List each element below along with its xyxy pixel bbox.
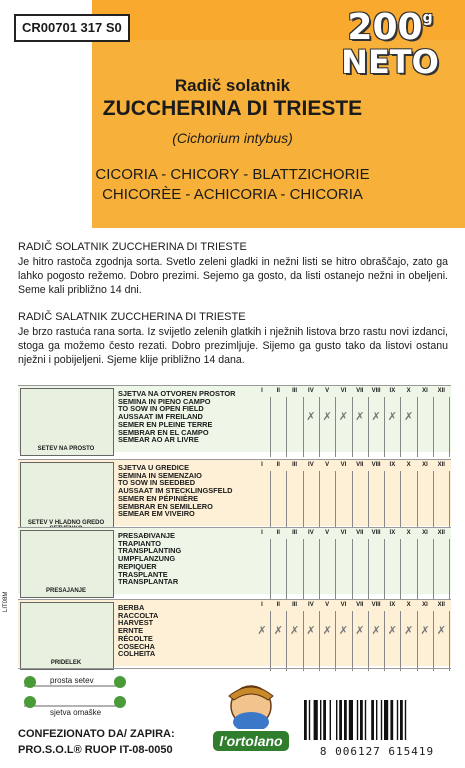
month-cell-mark: ✗ — [338, 411, 349, 423]
calendar-row-label: SJETVA U GREDICE — [118, 463, 190, 472]
barcode — [302, 700, 452, 758]
barcode-bar — [339, 700, 342, 740]
weight-unit: g — [422, 10, 433, 26]
calendar-row-label: COLHEITA — [118, 649, 156, 659]
calendar-month-grid — [254, 530, 451, 604]
month-divider — [449, 471, 450, 531]
month-divider — [449, 611, 450, 671]
side-code: LIT08M — [3, 591, 9, 612]
month-header: V — [325, 462, 330, 468]
calendar-month-grid — [254, 388, 451, 462]
barcode-number: 8 006127 615419 — [319, 745, 435, 758]
month-divider — [417, 611, 418, 671]
month-divider — [319, 397, 320, 457]
month-header: IV — [308, 462, 314, 468]
month-header: X — [406, 388, 411, 394]
calendar-row-label: SEMINA IN SEMENZAIO — [118, 470, 202, 480]
calendar-row-label: TRANSPLANTING — [118, 546, 182, 556]
product-code: CR00701 317 S0 — [14, 14, 130, 42]
month-header: X — [406, 462, 411, 468]
month-divider — [400, 611, 401, 671]
month-divider — [417, 539, 418, 599]
month-header: VI — [340, 388, 347, 394]
spacing-legend — [20, 672, 130, 718]
month-header: II — [276, 388, 280, 394]
barcode-bar — [309, 700, 310, 740]
legend-distance-thin: sjetva omaške — [50, 708, 102, 717]
month-header: VII — [356, 602, 364, 608]
month-header: VIII — [371, 462, 381, 468]
month-divider — [433, 397, 434, 457]
month-header: IV — [308, 388, 314, 394]
month-divider — [319, 539, 320, 599]
month-header: IX — [389, 602, 396, 608]
calendar-row-label: TRANSPLANTAR — [118, 577, 179, 587]
barcode-bar — [330, 700, 331, 740]
month-header: VII — [356, 462, 364, 468]
barcode-bars — [302, 700, 452, 740]
month-cell-mark: ✗ — [322, 411, 332, 423]
barcode-bar — [320, 700, 321, 740]
weight-badge — [320, 7, 460, 81]
month-divider — [368, 397, 369, 457]
month-header: IV — [308, 602, 314, 608]
month-cell-mark: ✗ — [306, 625, 316, 637]
month-divider — [384, 397, 385, 457]
calendar-row-label: TO SOW IN OPEN FIELD — [118, 404, 204, 414]
barcode-bar — [323, 700, 326, 740]
month-cell-mark: ✗ — [257, 625, 267, 637]
month-header: I — [261, 462, 263, 468]
calendar-month-grid — [254, 462, 451, 536]
month-cell-mark: ✗ — [355, 411, 365, 423]
barcode-bar — [400, 700, 403, 740]
month-divider — [352, 539, 353, 599]
description-heading-sl: RADIČ SOLATNIK ZUCCHERINA DI TRIESTE — [18, 241, 247, 253]
calendar-row-label: SJETVA NA OTVOREN PROSTOR — [118, 389, 236, 398]
calendar-row-label: SEMER EN PLEINE TERRE — [118, 419, 213, 429]
barcode-bar — [304, 700, 307, 740]
barcode-bar — [336, 700, 337, 740]
month-divider — [270, 539, 271, 599]
month-divider — [368, 539, 369, 599]
month-header: II — [276, 602, 280, 608]
month-divider — [303, 539, 304, 599]
month-cell-mark: ✗ — [387, 625, 397, 637]
month-cell-mark: ✗ — [436, 625, 446, 637]
month-header: VII — [356, 388, 364, 394]
month-divider — [384, 471, 385, 531]
month-divider — [400, 397, 401, 457]
month-divider — [384, 611, 385, 671]
month-divider — [400, 539, 401, 599]
calendar-row-labels — [118, 464, 232, 518]
common-names-line2: CHICORÈE - ACHICORIA - CHICORIA — [102, 186, 363, 203]
barcode-bar — [357, 700, 358, 740]
calendar-row-label: SEMINA IN PIENO CAMPO — [118, 396, 211, 406]
month-divider — [286, 539, 287, 599]
calendar-row-illustration-label: SETEV NA PROSTO — [37, 446, 95, 452]
weight-value: 200 — [347, 7, 423, 48]
month-header: II — [276, 530, 280, 536]
month-divider — [433, 471, 434, 531]
farmer-logo-icon — [208, 676, 294, 762]
barcode-bar — [371, 700, 374, 740]
barcode-bar — [365, 700, 366, 740]
barcode-bar — [349, 700, 353, 740]
month-header: VIII — [371, 530, 381, 536]
calendar-row-labels — [118, 390, 235, 444]
month-cell-mark: ✗ — [371, 625, 381, 637]
month-header: XII — [437, 462, 445, 468]
month-header: VI — [340, 602, 347, 608]
barcode-bar — [376, 700, 377, 740]
calendar-row-label: SEMEAR EM VIVEIRO — [118, 509, 195, 519]
month-divider — [368, 471, 369, 531]
month-divider — [286, 397, 287, 457]
month-header: XI — [422, 530, 428, 536]
month-header: II — [276, 462, 280, 468]
month-divider — [433, 539, 434, 599]
barcode-bar — [344, 700, 347, 740]
month-header: IV — [308, 530, 314, 536]
month-header: XI — [422, 462, 428, 468]
month-divider — [449, 539, 450, 599]
calendar-row-label: SEMBRAR EN EL CAMPO — [118, 427, 209, 437]
barcode-bar — [314, 700, 318, 740]
month-header: XII — [437, 388, 445, 394]
month-header: XII — [437, 602, 445, 608]
month-divider — [449, 397, 450, 457]
month-divider — [270, 611, 271, 671]
month-header: IX — [389, 462, 396, 468]
month-header: I — [261, 530, 263, 536]
month-header: XI — [422, 388, 428, 394]
month-header: V — [325, 388, 330, 394]
barcode-bar — [360, 700, 363, 740]
month-header: I — [261, 388, 263, 394]
month-header: VI — [340, 530, 347, 536]
month-divider — [303, 397, 304, 457]
month-header: III — [292, 530, 298, 536]
description-text-hr: Je brzo rastuća rana sorta. Iz svijetlo zelenih glatkih i nježnih listova brzo rastu novi izdanci, stoga ga možemo često rezati. Dobro prezimljuje. Sijemo ga gusto tako da listovi ostanu nježni i pobijeljeni. Sjeme klije približno 14 dana. — [18, 326, 448, 366]
brand-name: l'ortolano — [219, 733, 283, 749]
month-cell-mark: ✗ — [289, 625, 300, 637]
month-header: XII — [437, 530, 445, 536]
calendar-row-label: RÉCOLTE — [118, 633, 153, 643]
calendar-row-label: TRASPLANTE — [118, 569, 168, 579]
month-divider — [335, 397, 336, 457]
month-header: VI — [340, 462, 347, 468]
calendar-row-label: COSECHA — [118, 641, 155, 651]
month-divider — [319, 471, 320, 531]
calendar-row-label: HARVEST — [118, 618, 154, 628]
month-header: III — [292, 462, 298, 468]
calendar-row-label: RACCOLTA — [118, 610, 159, 620]
calendar-row-label: BERBA — [118, 603, 145, 612]
barcode-bar — [381, 700, 382, 740]
month-divider — [286, 471, 287, 531]
packer-line2: PRO.S.O.L® RUOP IT-08-0050 — [18, 744, 173, 756]
calendar-row-labels — [118, 532, 181, 586]
calendar-row-illustration-label: PRESAJANJE — [45, 588, 86, 594]
month-cell-mark: ✗ — [420, 625, 430, 637]
month-header: IX — [389, 388, 396, 394]
calendar-row-label: AUSSAAT IM STECKLINGSFELD — [118, 486, 233, 496]
month-divider — [303, 611, 304, 671]
month-divider — [319, 611, 320, 671]
month-header: I — [261, 602, 263, 608]
month-header: X — [406, 602, 411, 608]
description-heading-hr: RADIČ SALATNIK ZUCCHERINA DI TRIESTE — [18, 311, 246, 323]
month-divider — [417, 471, 418, 531]
barcode-bar — [384, 700, 388, 740]
month-divider — [352, 397, 353, 457]
month-divider — [352, 471, 353, 531]
barcode-bar — [390, 700, 393, 740]
calendar-row-illustration-label: PRIDELEK — [50, 660, 82, 666]
calendar-bottom-divider — [18, 668, 451, 669]
calendar-row-label: AUSSAAT IM FREILAND — [118, 412, 203, 422]
month-cell-mark: ✗ — [355, 625, 365, 637]
net-label: NETO — [341, 43, 439, 81]
packer-line1: CONFEZIONATO DA/ ZAPIRA: — [18, 728, 175, 740]
month-divider — [433, 611, 434, 671]
month-header: X — [406, 530, 411, 536]
month-header: III — [292, 388, 298, 394]
month-divider — [368, 611, 369, 671]
month-cell-mark: ✗ — [387, 411, 397, 423]
calendar-row-label: ERNTE — [118, 626, 144, 636]
month-divider — [286, 611, 287, 671]
month-header: III — [292, 602, 298, 608]
calendar-row-label: SEMER EN PÉPINIÈRE — [118, 493, 199, 503]
month-divider — [270, 397, 271, 457]
common-names-line1: CICORIA - CHICORY - BLATTZICHORIE — [95, 166, 370, 183]
month-divider — [384, 539, 385, 599]
month-cell-mark: ✗ — [371, 411, 381, 423]
calendar-row-labels — [118, 604, 158, 658]
month-divider — [335, 471, 336, 531]
month-divider — [400, 471, 401, 531]
calendar-row-label: SEMEAR AO AR LIVRE — [118, 435, 199, 445]
month-header: VIII — [371, 388, 381, 394]
calendar-row-label: SEMBRAR EN SEMILLERO — [118, 501, 213, 511]
month-divider — [303, 471, 304, 531]
barcode-bar — [405, 700, 406, 740]
month-header: IX — [389, 530, 396, 536]
description-text-sl: Je hitro rastoča zgodnja sorta. Svetlo zeleni gladki in nežni listi se hitro obraščajo, zato ga lahko pogosto režemo. Dobro prezimi. Sejemo ga gosto, da listi ostanejo nežni in obeljeni. Seme kali približno 14 dni. — [18, 256, 448, 296]
month-cell-mark: ✗ — [404, 411, 414, 423]
calendar-row-label: UMPFLANZUNG — [118, 554, 176, 564]
calendar-row-label: REPIQUER — [118, 561, 157, 571]
calendar-row-label: TO SOW IN SEEDBED — [118, 478, 196, 488]
month-cell-mark: ✗ — [273, 625, 283, 637]
month-cell-mark: ✗ — [322, 625, 332, 637]
month-divider — [352, 611, 353, 671]
month-divider — [417, 397, 418, 457]
month-header: VII — [356, 530, 364, 536]
month-cell-mark: ✗ — [338, 625, 349, 637]
brand-logo — [208, 676, 294, 762]
month-divider — [335, 539, 336, 599]
month-header: VIII — [371, 602, 381, 608]
calendar-row-illustration-label: SETEV V HLADNO GREDO — [27, 520, 105, 526]
month-divider — [335, 611, 336, 671]
product-title-big: ZUCCHERINA DI TRIESTE — [102, 97, 363, 120]
month-cell-mark: ✗ — [306, 411, 316, 423]
legend-distance-sow: prosta setev — [50, 676, 94, 685]
calendar-row-label: PRESAĐIVANJE — [118, 531, 175, 540]
product-title-small: Radič solatnik — [174, 76, 291, 95]
calendar-month-grid — [254, 602, 451, 676]
calendar-row-label: TRAPIANTO — [118, 538, 161, 548]
month-cell-mark: ✗ — [404, 625, 414, 637]
month-header: XI — [422, 602, 428, 608]
latin-name: (Cichorium intybus) — [172, 130, 293, 146]
barcode-bar — [397, 700, 398, 740]
month-divider — [270, 471, 271, 531]
month-header: V — [325, 602, 330, 608]
month-header: V — [325, 530, 330, 536]
